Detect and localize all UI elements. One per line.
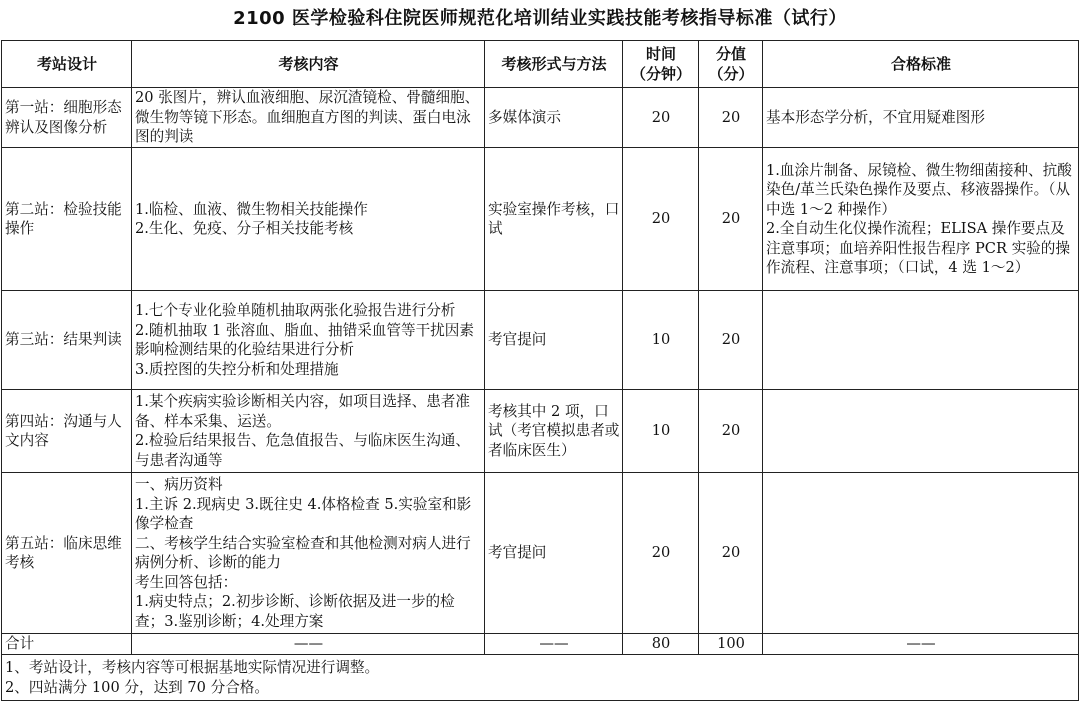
total-method: ——	[485, 634, 623, 655]
criteria-cell: 基本形态学分析，不宜用疑难图形	[763, 88, 1079, 148]
station-cell: 第二站：检验技能操作	[2, 148, 132, 291]
assessment-table	[1, 40, 1079, 701]
header-score: 分值 （分）	[699, 41, 763, 88]
table-row	[2, 390, 1079, 473]
criteria-cell	[763, 473, 1079, 634]
score-cell: 20	[699, 148, 763, 291]
station-cell: 第四站：沟通与人文内容	[2, 390, 132, 473]
note-2: 2、四站满分 100 分，达到 70 分合格。	[5, 678, 269, 696]
score-cell: 20	[699, 291, 763, 390]
note-1: 1、考站设计，考核内容等可根据基地实际情况进行调整。	[5, 659, 380, 676]
notes-row	[2, 655, 1079, 701]
score-cell: 20	[699, 88, 763, 148]
method-cell: 考官提问	[485, 291, 623, 390]
station-cell: 第三站：结果判读	[2, 291, 132, 390]
table-header-row	[2, 41, 1079, 88]
criteria-cell	[763, 291, 1079, 390]
time-cell: 10	[623, 291, 699, 390]
document-title: 2100 医学检验科住院医师规范化培训结业实践技能考核指导标准（试行）	[233, 8, 847, 29]
content-cell: 一、病历资料 1.主诉 2.现病史 3.既往史 4.体格检查 5.实验室和影像学检查 二、考核学生结合实验室检查和其他检测对病人进行病例分析、诊断的能力 考生回答包括： 1.病史特点；2.初步诊断、诊断依据及进一步的检查；3.鉴别诊断；4.处理方案	[132, 473, 485, 634]
time-cell: 20	[623, 473, 699, 634]
method-cell: 多媒体演示	[485, 88, 623, 148]
total-label: 合计	[2, 634, 132, 655]
content-cell: 20 张图片，辨认血液细胞、尿沉渣镜检、骨髓细胞、微生物等镜下形态。血细胞直方图的判读、蛋白电泳图的判读	[132, 88, 485, 148]
header-criteria: 合格标准	[763, 41, 1079, 88]
table-row	[2, 473, 1079, 634]
content-cell: 1.临检、血液、微生物相关技能操作 2.生化、免疫、分子相关技能考核	[132, 148, 485, 291]
score-cell: 20	[699, 473, 763, 634]
criteria-cell	[763, 390, 1079, 473]
time-cell: 10	[623, 390, 699, 473]
total-content: ——	[132, 634, 485, 655]
notes-cell	[2, 655, 1079, 701]
station-cell: 第一站：细胞形态辨认及图像分析	[2, 88, 132, 148]
station-cell: 第五站：临床思维考核	[2, 473, 132, 634]
header-time: 时间 （分钟）	[623, 41, 699, 88]
header-content: 考核内容	[132, 41, 485, 88]
total-row	[2, 634, 1079, 655]
content-cell: 1.某个疾病实验诊断相关内容，如项目选择、患者准备、样本采集、运送。 2.检验后结果报告、危急值报告、与临床医生沟通、与患者沟通等	[132, 390, 485, 473]
method-cell: 考核其中 2 项，口试（考官模拟患者或者临床医生）	[485, 390, 623, 473]
time-cell: 20	[623, 88, 699, 148]
score-cell: 20	[699, 390, 763, 473]
header-method: 考核形式与方法	[485, 41, 623, 88]
total-time: 80	[623, 634, 699, 655]
content-cell: 1.七个专业化验单随机抽取两张化验报告进行分析 2.随机抽取 1 张溶血、脂血、抽错采血管等干扰因素影响检测结果的化验结果进行分析 3.质控图的失控分析和处理措施	[132, 291, 485, 390]
method-cell: 实验室操作考核，口试	[485, 148, 623, 291]
criteria-cell: 1.血涂片制备、尿镜检、微生物细菌接种、抗酸染色/革兰氏染色操作及要点、移液器操作。（从中选 1～2 种操作） 2.全自动生化仪操作流程；ELISA 操作要点及注意事项；血培养阳性报告程序 PCR 实验的操作流程、注意事项；（口试，4 选 1～2）	[763, 148, 1079, 291]
table-row	[2, 148, 1079, 291]
header-station: 考站设计	[2, 41, 132, 88]
time-cell: 20	[623, 148, 699, 291]
method-cell: 考官提问	[485, 473, 623, 634]
total-score: 100	[699, 634, 763, 655]
total-criteria: ——	[763, 634, 1079, 655]
table-row	[2, 291, 1079, 390]
table-row	[2, 88, 1079, 148]
